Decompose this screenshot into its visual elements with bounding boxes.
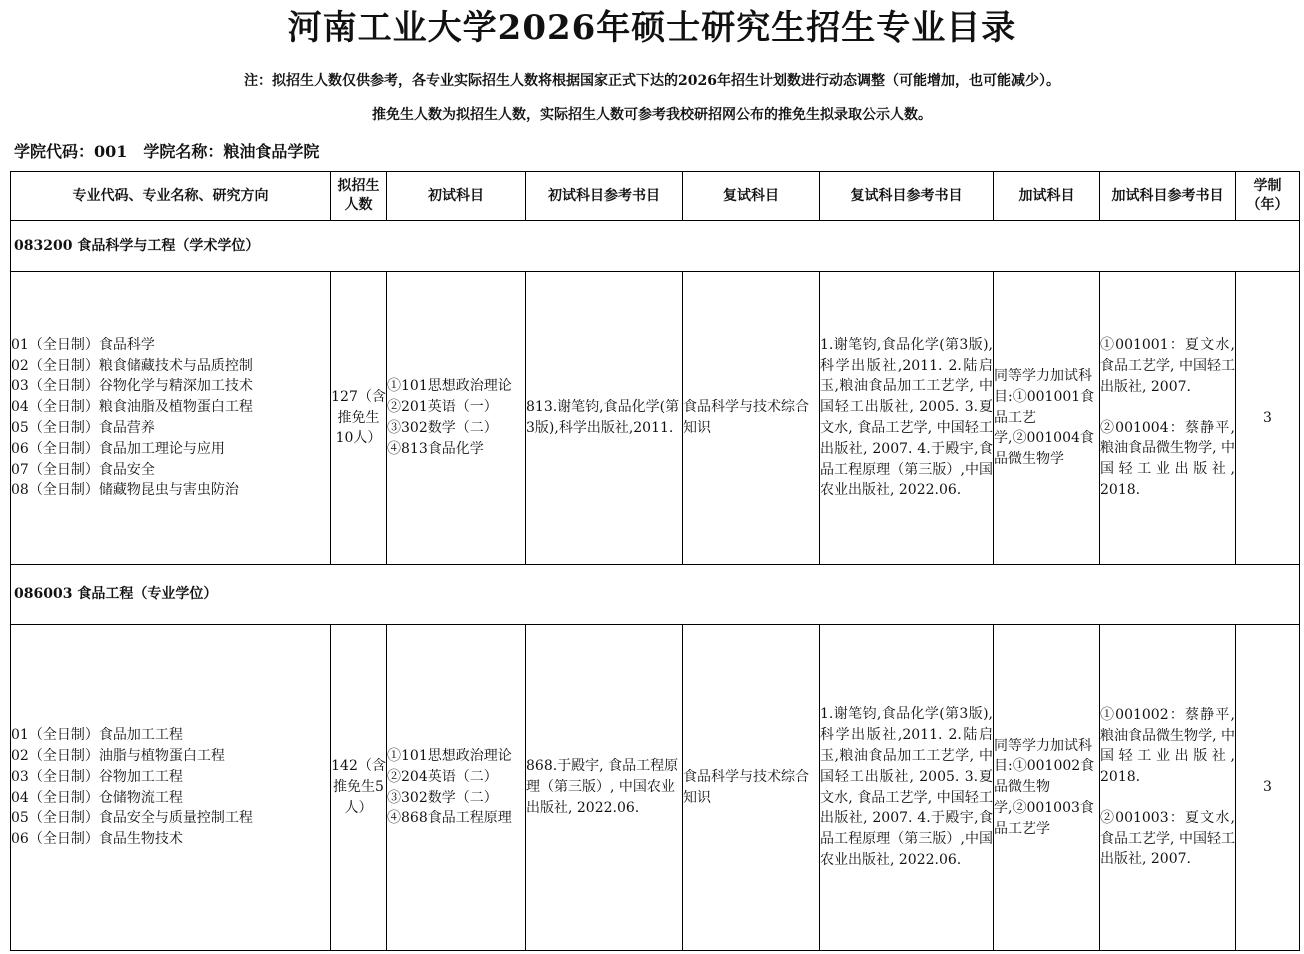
direction-item: 02（全日制）粮食储藏技术与品质控制 [11, 357, 253, 374]
retest-cell: 食品科学与技术综合知识 [683, 272, 820, 565]
enroll-cell: 127（含推免生10人） [331, 272, 387, 565]
col-exam: 初试科目 [387, 172, 526, 221]
note-recommended: 推免生人数为拟招生人数，实际招生人数可参考我校研招网公布的推免生拟录取公示人数。 [372, 107, 932, 123]
exam-subject: ④868食品工程原理 [387, 810, 512, 827]
exam-subject: ②201英语（一） [387, 399, 498, 416]
extra-book: ①001001：夏文水, 食品工艺学, 中国轻工出版社, 2007. [1100, 337, 1235, 395]
col-years-line2: （年） [1246, 197, 1289, 213]
exam-cell [387, 625, 526, 951]
direction-item: 07（全日制）食品安全 [11, 461, 155, 478]
years-cell: 3 [1236, 272, 1300, 565]
exam-subject: ①101思想政治理论 [387, 747, 512, 764]
col-major: 专业代码、专业名称、研究方向 [11, 172, 331, 221]
col-years [1236, 172, 1300, 221]
direction-item: 05（全日制）食品安全与质量控制工程 [11, 810, 253, 827]
header-row [11, 172, 1300, 221]
extra-books-cell [1100, 272, 1236, 565]
extra-book: ①001002：蔡静平, 粮油食品微生物学, 中国轻工业出版社, 2018. [1100, 706, 1235, 786]
direction-item: 01（全日制）食品加工工程 [11, 727, 183, 744]
col-exam-books: 初试科目参考书目 [526, 172, 683, 221]
exam-subject: ④813食品化学 [387, 440, 484, 457]
extra-book: ②001003：夏文水, 食品工艺学, 中国轻工出版社, 2007. [1100, 809, 1235, 868]
col-enroll [331, 172, 387, 221]
college-info: 学院代码：001 学院名称：粮油食品学院 [14, 142, 320, 161]
program-heading-row [11, 565, 1300, 625]
direction-item: 06（全日制）食品生物技术 [11, 831, 183, 848]
directions-cell [11, 272, 331, 565]
direction-item: 03（全日制）谷物化学与精深加工技术 [11, 378, 253, 395]
retest-cell: 食品科学与技术综合知识 [683, 625, 820, 951]
program-heading: 086003 食品工程（专业学位） [11, 565, 1300, 625]
direction-item: 05（全日制）食品营养 [11, 420, 155, 436]
direction-item: 03（全日制）谷物加工工程 [11, 768, 183, 785]
col-enroll-line1: 拟招生 [337, 178, 380, 194]
note-enrollment: 注：拟招生人数仅供参考，各专业实际招生人数将根据国家正式下达的2026年招生计划数进行动态调整（可能增加，也可能减少）。 [244, 73, 1060, 89]
retest-books-cell: 1.谢笔钧,食品化学(第3版),科学出版社,2011. 2.陆启玉,粮油食品加工工艺学, 中国轻工出版社, 2005. 3.夏文水, 食品工艺学, 中国轻工出版社, 2007. 4.于殿宇,食品工程原理（第三版）,中国农业出版社, 2022.06. [820, 272, 994, 565]
direction-item: 01（全日制）食品科学 [11, 336, 155, 353]
direction-item: 04（全日制）粮食油脂及植物蛋白工程 [11, 399, 253, 416]
extra-book: ②001004：蔡静平, 粮油食品微生物学, 中国轻工业出版社, 2018. [1100, 419, 1235, 498]
col-enroll-line2: 人数 [344, 197, 373, 213]
retest-books-cell: 1.谢笔钧,食品化学(第3版),科学出版社,2011. 2.陆启玉,粮油食品加工工艺学, 中国轻工出版社, 2005. 3.夏文水, 食品工艺学, 中国轻工出版社, 2007. 4.于殿宇,食品工程原理（第三版）,中国农业出版社, 2022.06. [820, 625, 994, 951]
col-retest-books: 复试科目参考书目 [820, 172, 994, 221]
col-retest: 复试科目 [683, 172, 820, 221]
exam-subject: ③302数学（二） [387, 420, 498, 436]
extra-books-cell [1100, 625, 1236, 951]
direction-item: 04（全日制）仓储物流工程 [11, 789, 183, 806]
extra-cell: 同等学力加试科目:①001001食品工艺学,②001004食品微生物学 [994, 272, 1100, 565]
direction-item: 08（全日制）储藏物昆虫与害虫防治 [11, 482, 239, 499]
exam-cell [387, 272, 526, 565]
direction-item: 06（全日制）食品加工理论与应用 [11, 440, 225, 457]
col-years-line1: 学制 [1253, 178, 1282, 194]
exam-books-cell: 868.于殿宇, 食品工程原理（第三版）, 中国农业出版社, 2022.06. [526, 625, 683, 951]
program-heading-row [11, 221, 1300, 272]
enroll-cell: 142（含推免生5人） [331, 625, 387, 951]
catalog-table [10, 171, 1300, 951]
page-title: 河南工业大学2026年硕士研究生招生专业目录 [287, 8, 1017, 48]
direction-item: 02（全日制）油脂与植物蛋白工程 [11, 747, 225, 764]
program-detail-row [11, 625, 1300, 951]
exam-subject: ①101思想政治理论 [387, 378, 512, 395]
col-extra: 加试科目 [994, 172, 1100, 221]
years-cell: 3 [1236, 625, 1300, 951]
exam-subject: ③302数学（二） [387, 789, 498, 806]
program-heading: 083200 食品科学与工程（学术学位） [11, 221, 1300, 272]
extra-cell: 同等学力加试科目:①001002食品微生物学,②001003食品工艺学 [994, 625, 1100, 951]
col-extra-books: 加试科目参考书目 [1100, 172, 1236, 221]
directions-cell [11, 625, 331, 951]
exam-books-cell: 813.谢笔钧,食品化学(第3版),科学出版社,2011. [526, 272, 683, 565]
exam-subject: ②204英语（二） [387, 768, 498, 785]
program-detail-row [11, 272, 1300, 565]
